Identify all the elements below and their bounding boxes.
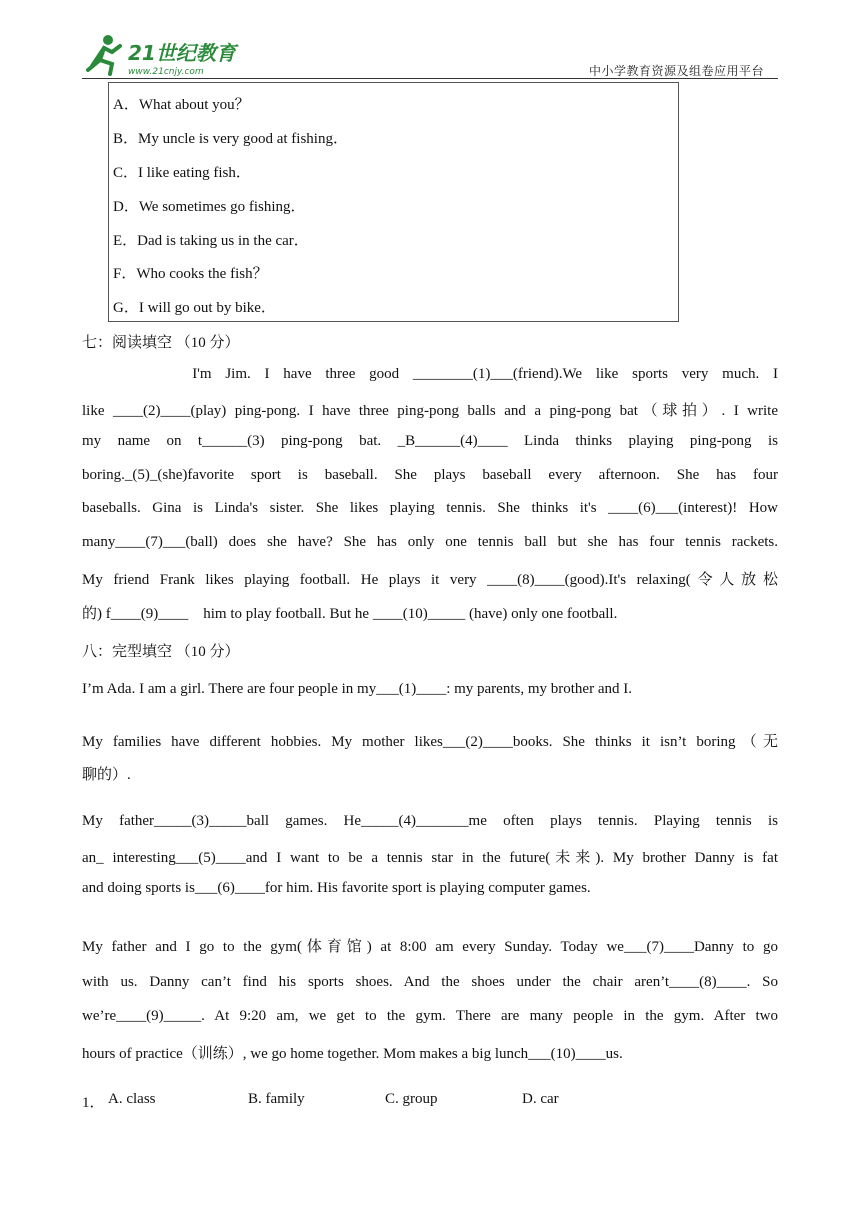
cloze-paragraph-3-line-1: My father_____(3)_____ball games. He_____(4)_______me often plays tennis. Playing tennis is xyxy=(82,813,778,829)
platform-name: 中小学教育资源及组卷应用平台 xyxy=(588,64,764,78)
logo-url: www.21cnjy.com xyxy=(128,67,204,77)
page-header xyxy=(82,34,778,82)
logo-title: 21世纪教育 xyxy=(128,41,236,65)
option-d: D．We sometimes go fishing． xyxy=(113,199,306,215)
question-1-choice-d: D. car xyxy=(522,1091,559,1107)
cloze-paragraph-4-line-2: with us. Danny can’t find his sports shoes. And the shoes under the chair aren’t____(8)____. So xyxy=(82,974,778,990)
cloze-paragraph-4-line-4: hours of practice（训练）, we go home together. Mom makes a big lunch___(10)____us. xyxy=(82,1046,623,1062)
cloze-paragraph-1: I’m Ada. I am a girl. There are four people in my___(1)____: my parents, my brother and I. xyxy=(82,681,632,697)
cloze-paragraph-4-line-1: My father and I go to the gym(体育馆) at 8:00 am every Sunday. Today we___(7)____Danny to go xyxy=(82,939,778,955)
option-b: B．My uncle is very good at fishing． xyxy=(113,131,348,147)
section-7-line-8: 的) f____(9)____ him to play football. But he ____(10)_____ (have) only one football. xyxy=(82,606,618,622)
cloze-paragraph-2-line-1: My families have different hobbies. My mother likes___(2)____books. She thinks it isn’t boring（无 xyxy=(82,734,778,750)
question-1-choice-c: C. group xyxy=(385,1091,438,1107)
cloze-paragraph-3-line-3: and doing sports is___(6)____for him. His favorite sport is playing computer games. xyxy=(82,880,591,896)
section-8-title: 八：完型填空 （10 分） xyxy=(82,644,240,660)
cloze-paragraph-3-line-2: an_ interesting___(5)____and I want to be a tennis star in the future(未来). My brother Danny is fat xyxy=(82,850,778,866)
question-1-choice-b: B. family xyxy=(248,1091,305,1107)
option-c: C．I like eating fish． xyxy=(113,165,251,181)
section-7-line-3: my name on t______(3) ping-pong bat. _B______(4)____ Linda thinks playing ping-pong is xyxy=(82,433,778,449)
option-a: A．What about you？ xyxy=(113,97,250,113)
section-7-line-2: like ____(2)____(play) ping-pong. I have three ping-pong balls and a ping-pong bat（球拍）. I write xyxy=(82,403,778,419)
question-1-choice-a: A. class xyxy=(108,1091,156,1107)
option-g: G．I will go out by bike． xyxy=(113,300,276,316)
section-7-line-7: My friend Frank likes playing football. He plays it very ____(8)____(good).It's relaxing(令人放松 xyxy=(82,572,778,588)
section-7-line-6: many____(7)___(ball) does she have? She has only one tennis ball but she has four tennis rackets. xyxy=(82,534,778,550)
question-1-number: 1． xyxy=(82,1095,105,1111)
option-e: E．Dad is taking us in the car． xyxy=(113,233,309,249)
answer-options-box xyxy=(108,82,679,322)
cloze-paragraph-2-line-2: 聊的）. xyxy=(82,767,131,783)
section-7-line-1: I'm Jim. I have three good ________(1)___(friend).We like sports very much. I xyxy=(82,366,778,382)
section-7-line-4: boring._(5)_(she)favorite sport is baseball. She plays baseball every afternoon. She has four xyxy=(82,467,778,483)
section-7-line-5: baseballs. Gina is Linda's sister. She likes playing tennis. She thinks it's ____(6)___(interest)! How xyxy=(82,500,778,516)
option-f: F．Who cooks the fish？ xyxy=(113,266,268,282)
cloze-paragraph-4-line-3: we’re____(9)_____. At 9:20 am, we get to the gym. There are many people in the gym. After two xyxy=(82,1008,778,1024)
section-7-title: 七：阅读填空 （10 分） xyxy=(82,335,240,351)
site-logo xyxy=(82,34,252,78)
